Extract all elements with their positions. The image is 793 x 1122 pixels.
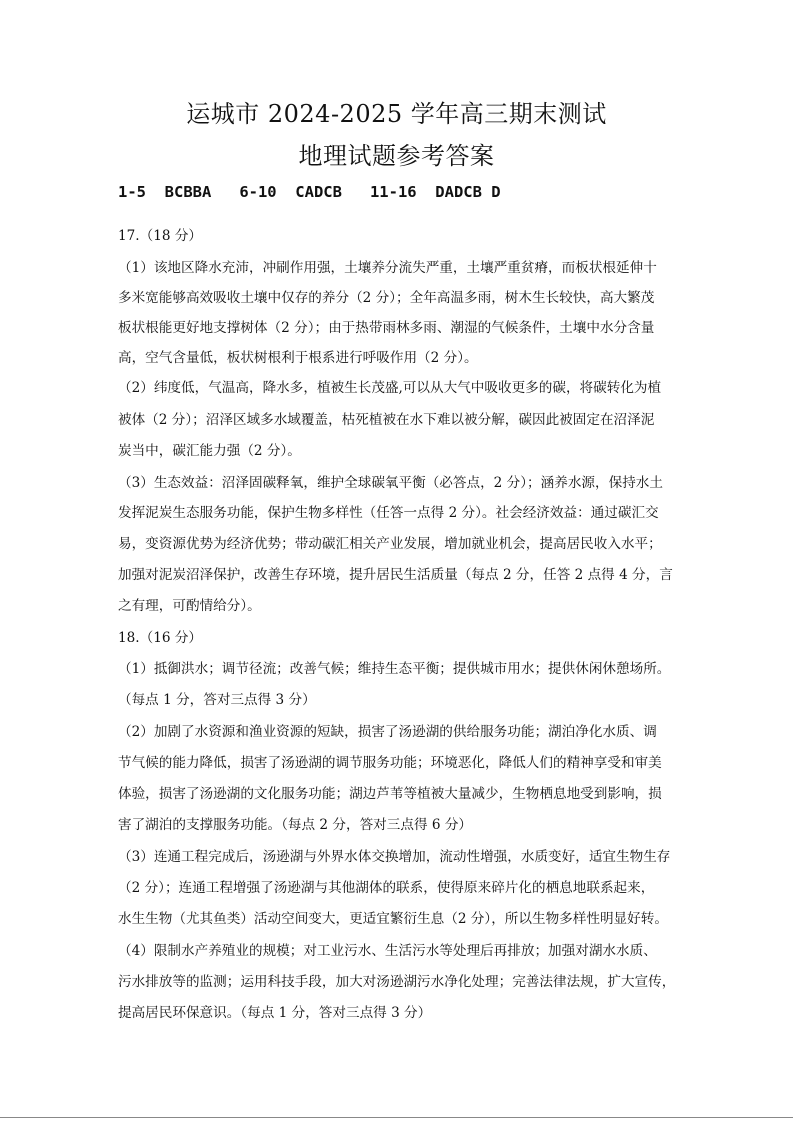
- q18-part2-line: 节气候的能力降低，损害了汤逊湖的调节服务功能；环境恶化，降低人们的精神享受和审美: [118, 755, 662, 771]
- q17-part1-line: （1）该地区降水充沛，冲刷作用强，土壤养分流失严重，土壤严重贫瘠，而板状根延伸十: [118, 260, 657, 276]
- q18-part2-line: 体验，损害了汤逊湖的文化服务功能；湖边芦苇等植被大量减少，生物栖息地受到影响，损: [118, 786, 662, 802]
- q17-part3-line: 发挥泥炭生态服务功能，保护生物多样性（任答一点得 2 分）。社会经济效益：通过碳汇交: [118, 505, 659, 521]
- q18-part3-line: （3）连通工程完成后，汤逊湖与外界水体交换增加，流动性增强，水质变好，适宜生物生存: [118, 849, 671, 865]
- multiple-choice-answers: 1-5 BCBBA 6-10 CADCB 11-16 DADCB D: [118, 183, 501, 201]
- q18-part4-line: 提高居民环保意识。（每点 1 分，答对三点得 3 分）: [118, 1005, 432, 1021]
- page-bottom-divider: [0, 1117, 793, 1118]
- q17-part3-line: 易，变资源优势为经济优势；带动碳汇相关产业发展，增加就业机会，提高居民收入水平；: [118, 536, 662, 552]
- q17-part3-line: 加强对泥炭沼泽保护，改善生存环境，提升居民生活质量（每点 2 分，任答 2 点得 4 分，言: [118, 567, 673, 583]
- q18-part3-line: （2 分）；连通工程增强了汤逊湖与其他湖体的联系，使得原来碎片化的栖息地联系起来，: [118, 880, 655, 896]
- exam-title: 运城市 2024-2025 学年高三期末测试: [186, 100, 607, 128]
- q17-part2-line: 被体（2 分）；沼泽区域多水域覆盖，枯死植被在水下难以被分解，碳因此被固定在沼泽泥: [118, 412, 655, 428]
- q17-part1-line: 板状根能更好地支撑树体（2 分）；由于热带雨林多雨、潮湿的气候条件，土壤中水分含量: [118, 320, 655, 336]
- q18-part1-line: （每点 1 分，答对三点得 3 分）: [118, 692, 316, 708]
- q18-part2-line: 害了湖泊的支撑服务功能。（每点 2 分，答对三点得 6 分）: [118, 817, 473, 833]
- exam-subtitle: 地理试题参考答案: [298, 142, 495, 170]
- q17-part1-line: 多米宽能够高效吸收土壤中仅存的养分（2 分）；全年高温多雨，树木生长较快，高大繁茂: [118, 290, 655, 306]
- q17-part2-line: （2）纬度低，气温高，降水多，植被生长茂盛,可以从大气中吸收更多的碳，将碳转化为植: [118, 380, 662, 396]
- q17-part1-line: 高，空气含量低，板状树根利于根系进行呼吸作用（2 分）。: [118, 350, 478, 366]
- q18-part3-line: 水生生物（尤其鱼类）活动空间变大，更适宜繁衍生息（2 分），所以生物多样性明显好转。: [118, 911, 668, 927]
- q17-part2-line: 炭当中，碳汇能力强（2 分）。: [118, 443, 301, 459]
- q18-part1-line: （1）抵御洪水；调节径流；改善气候；维持生态平衡；提供城市用水；提供休闲休憩场所。: [118, 661, 671, 677]
- q17-part3-line: 之有理，可酌情给分）。: [118, 598, 261, 614]
- q17-part3-line: （3）生态效益：沼泽固碳释氧，维护全球碳氧平衡（必答点，2 分）；涵养水源，保持水土: [118, 475, 663, 491]
- q18-heading: 18.（16 分）: [118, 630, 203, 646]
- q18-part4-line: （4）限制水产养殖业的规模；对工业污水、生活污水等处理后再排放；加强对湖水水质、: [118, 943, 657, 959]
- q17-heading: 17.（18 分）: [118, 228, 203, 244]
- q18-part2-line: （2）加剧了水资源和渔业资源的短缺，损害了汤逊湖的供给服务功能；湖泊净化水质、调: [118, 724, 657, 740]
- q18-part4-line: 污水排放等的监测；运用科技手段，加大对汤逊湖污水净化处理；完善法律法规，扩大宣传，: [118, 974, 676, 990]
